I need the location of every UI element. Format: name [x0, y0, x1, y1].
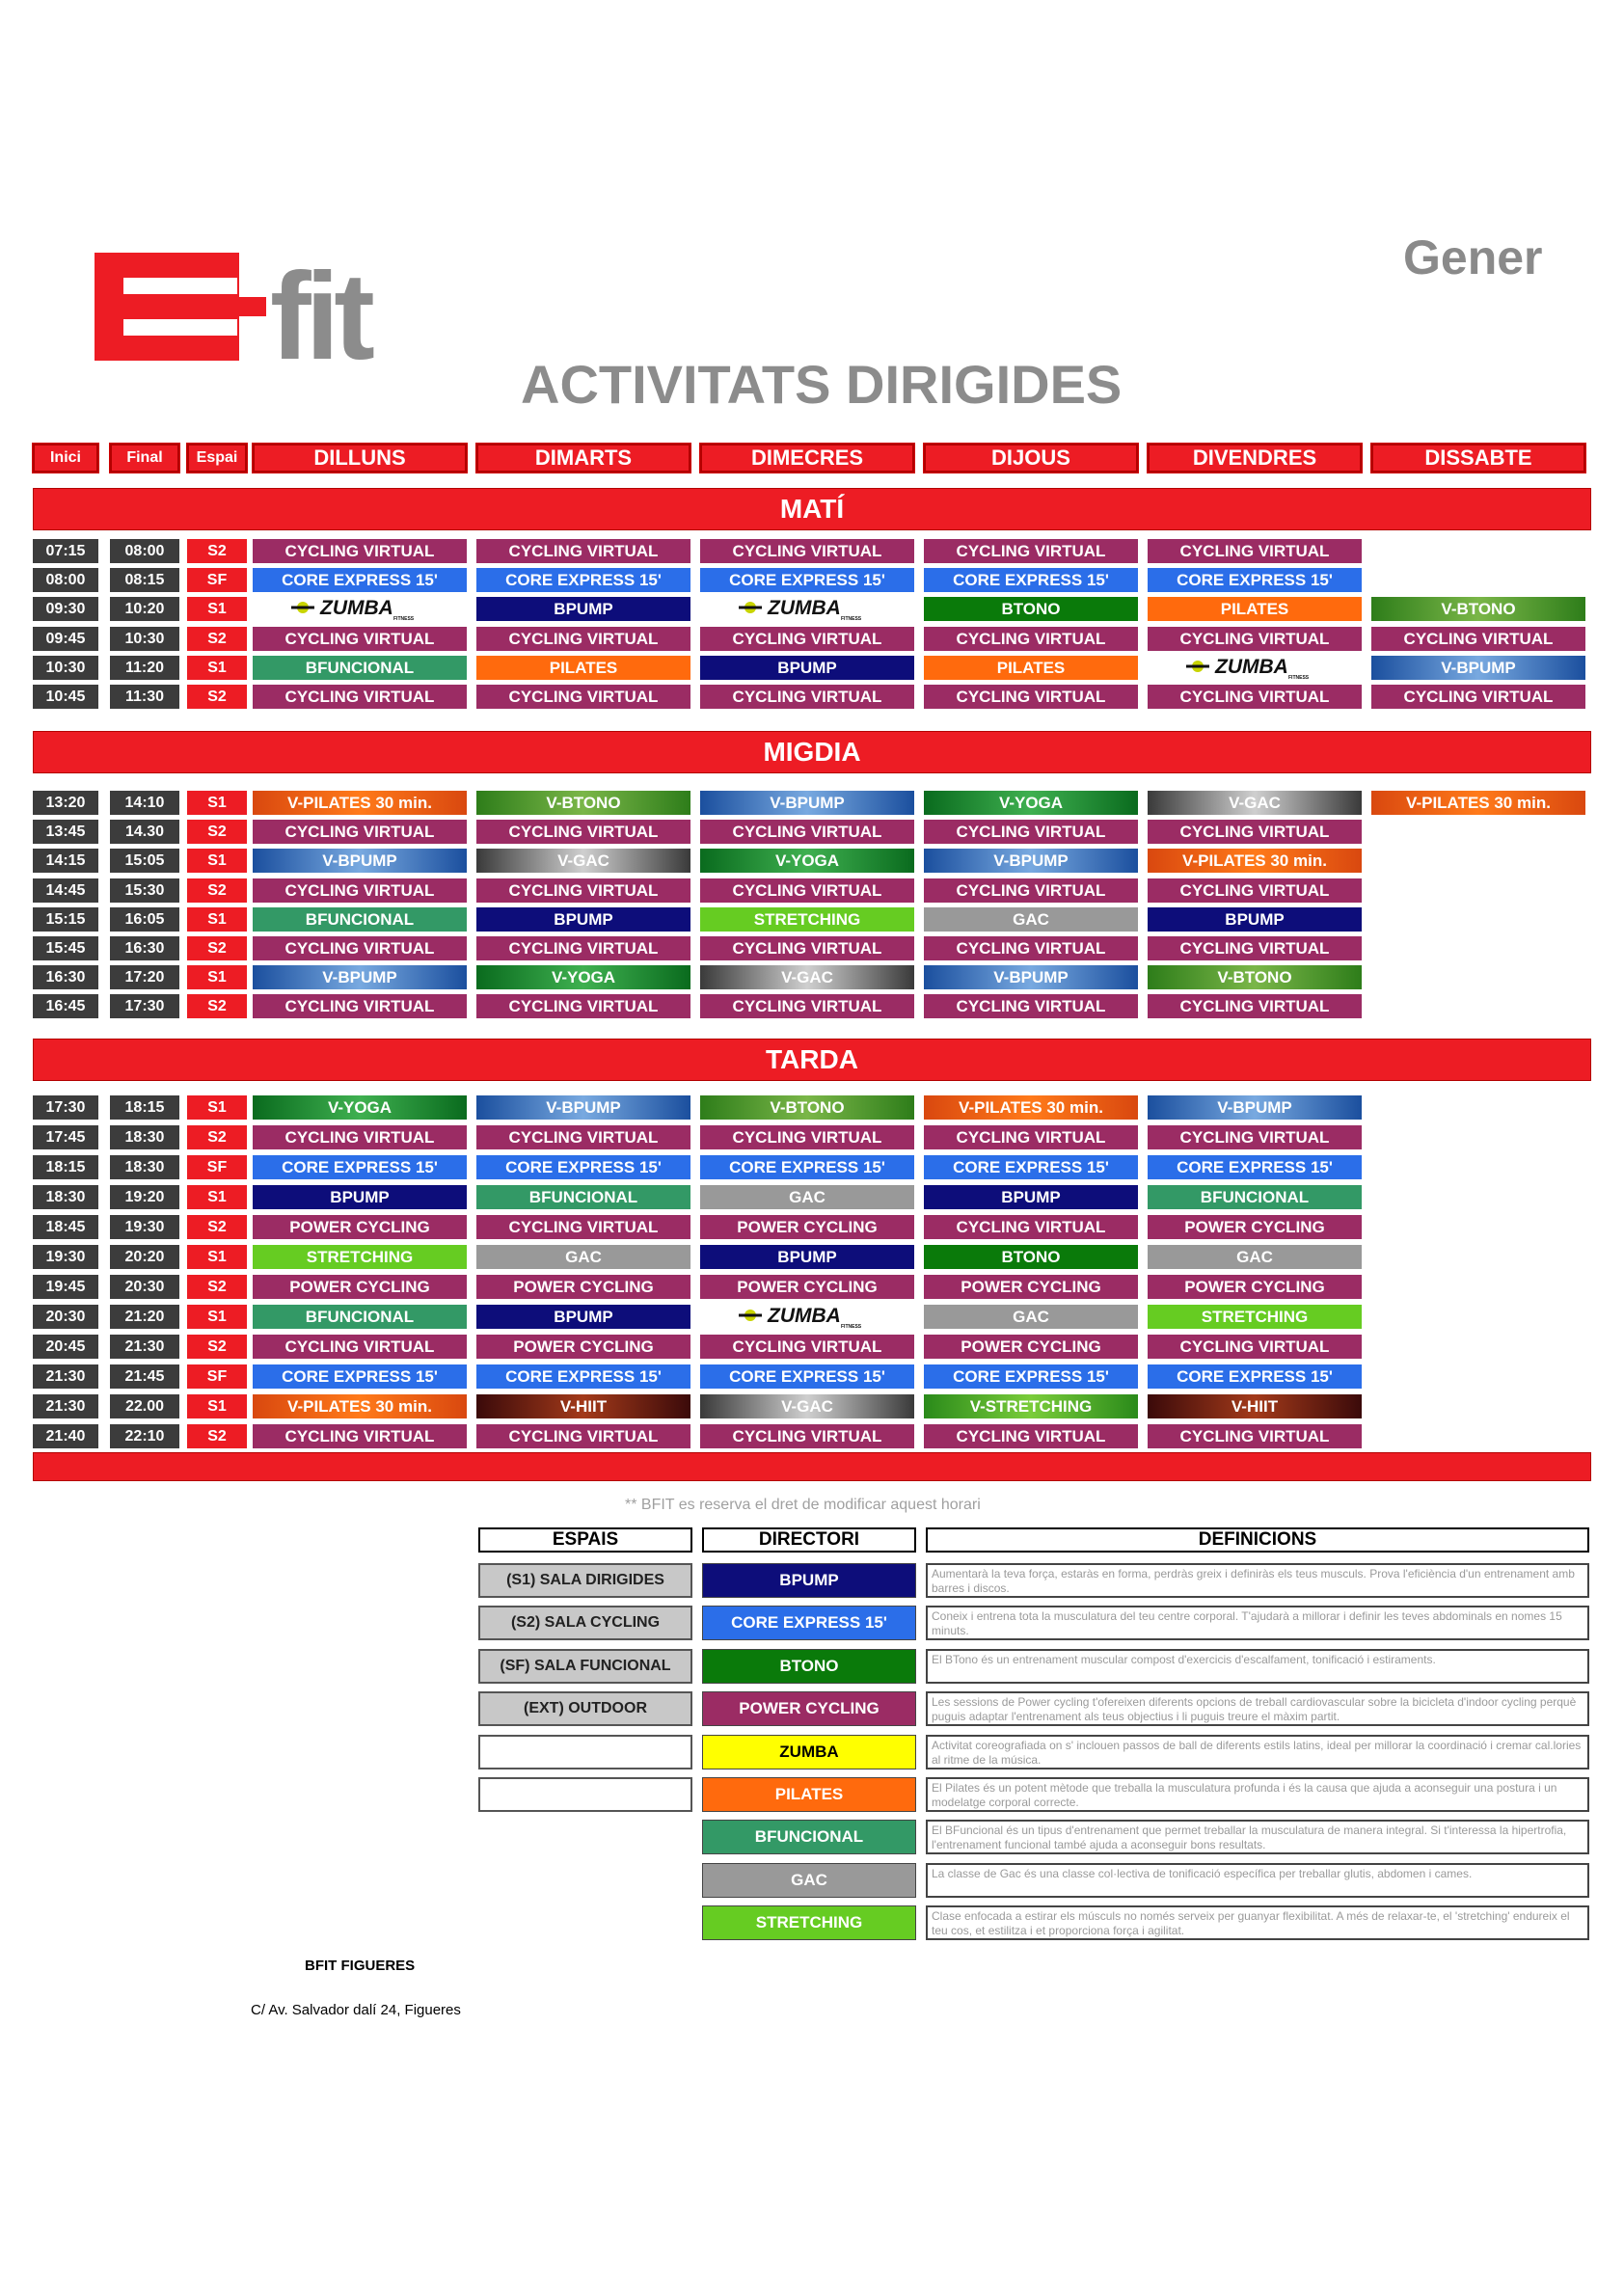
row-end-time: 19:30 [110, 1215, 179, 1239]
class-cell: CYCLING VIRTUAL [253, 994, 467, 1018]
class-cell: BPUMP [476, 907, 690, 932]
row-space: S1 [187, 907, 247, 932]
directori-item: BFUNCIONAL [702, 1820, 916, 1854]
class-cell: GAC [476, 1245, 690, 1269]
row-space: S1 [187, 791, 247, 815]
row-end-time: 08:00 [110, 539, 179, 563]
bfit-logo [95, 253, 432, 361]
row-space: S2 [187, 878, 247, 903]
row-space: S1 [187, 597, 247, 621]
row-space: S2 [187, 539, 247, 563]
class-cell: GAC [924, 907, 1138, 932]
espai-item [478, 1735, 692, 1769]
directori-item: STRETCHING [702, 1905, 916, 1940]
row-end-time: 19:20 [110, 1185, 179, 1209]
zumba-logo-cell [700, 1305, 914, 1329]
section-tarda: TARDA [33, 1039, 1591, 1081]
row-start-time: 21:30 [33, 1364, 98, 1389]
class-cell: PILATES [1148, 597, 1362, 621]
class-cell: V-BPUMP [476, 1095, 690, 1120]
class-cell: CYCLING VIRTUAL [700, 878, 914, 903]
class-cell: CYCLING VIRTUAL [476, 1424, 690, 1448]
class-cell: CYCLING VIRTUAL [924, 994, 1138, 1018]
logo-fit-text: fit [270, 253, 369, 361]
row-start-time: 17:30 [33, 1095, 98, 1120]
class-cell: POWER CYCLING [1148, 1275, 1362, 1299]
zumba-logo-text: ZUMBA [768, 597, 841, 619]
class-cell: BFUNCIONAL [253, 907, 467, 932]
row-space: SF [187, 568, 247, 592]
row-end-time: 16:30 [110, 936, 179, 960]
row-space: S1 [187, 1185, 247, 1209]
row-end-time: 14:10 [110, 791, 179, 815]
row-start-time: 09:30 [33, 597, 98, 621]
class-cell: CYCLING VIRTUAL [1148, 820, 1362, 844]
month-label: Gener [1403, 230, 1543, 284]
row-end-time: 22:10 [110, 1424, 179, 1448]
class-cell: CYCLING VIRTUAL [476, 539, 690, 563]
row-end-time: 16:05 [110, 907, 179, 932]
class-cell: BPUMP [700, 1245, 914, 1269]
definition-text: Activitat coreografiada on s' inclouen passos de ball de diferents estils latins, ideal per millorar la coordinació i cremar cal.lories al ritme de la música. [926, 1735, 1589, 1769]
class-cell: BPUMP [700, 656, 914, 680]
class-cell: CORE EXPRESS 15' [476, 1364, 690, 1389]
row-start-time: 21:40 [33, 1424, 98, 1448]
class-cell: STRETCHING [1148, 1305, 1362, 1329]
row-end-time: 14.30 [110, 820, 179, 844]
class-cell: POWER CYCLING [253, 1275, 467, 1299]
class-cell: CYCLING VIRTUAL [253, 936, 467, 960]
class-cell: V-BPUMP [253, 965, 467, 989]
class-cell: CYCLING VIRTUAL [924, 685, 1138, 709]
class-cell: POWER CYCLING [1148, 1215, 1362, 1239]
class-cell: CYCLING VIRTUAL [1148, 539, 1362, 563]
class-cell: V-BTONO [1148, 965, 1362, 989]
row-space: S2 [187, 994, 247, 1018]
zumba-logo-cell [253, 597, 467, 621]
class-cell: CYCLING VIRTUAL [924, 1215, 1138, 1239]
row-start-time: 15:45 [33, 936, 98, 960]
class-cell: CYCLING VIRTUAL [700, 820, 914, 844]
row-space: S1 [187, 965, 247, 989]
row-start-time: 15:15 [33, 907, 98, 932]
class-cell: CYCLING VIRTUAL [700, 1335, 914, 1359]
directori-item: BPUMP [702, 1563, 916, 1598]
class-cell: GAC [700, 1185, 914, 1209]
svg-text:FITNESS: FITNESS [841, 616, 862, 621]
row-space: S2 [187, 1275, 247, 1299]
class-cell: CYCLING VIRTUAL [1371, 627, 1585, 651]
row-end-time: 18:30 [110, 1125, 179, 1149]
class-cell: CORE EXPRESS 15' [1148, 568, 1362, 592]
class-cell: BPUMP [924, 1185, 1138, 1209]
class-cell: CYCLING VIRTUAL [1148, 1125, 1362, 1149]
row-space: S1 [187, 1394, 247, 1418]
class-cell: CYCLING VIRTUAL [476, 878, 690, 903]
row-start-time: 09:45 [33, 627, 98, 651]
class-cell: V-BPUMP [253, 849, 467, 873]
header-day-dimarts: DIMARTS [476, 444, 690, 473]
class-cell: CYCLING VIRTUAL [253, 1335, 467, 1359]
row-end-time: 21:20 [110, 1305, 179, 1329]
class-cell: V-BPUMP [924, 849, 1138, 873]
class-cell: STRETCHING [700, 907, 914, 932]
class-cell: STRETCHING [253, 1245, 467, 1269]
class-cell: V-PILATES 30 min. [1371, 791, 1585, 815]
class-cell: V-GAC [700, 965, 914, 989]
class-cell: CYCLING VIRTUAL [476, 936, 690, 960]
class-cell: CYCLING VIRTUAL [700, 936, 914, 960]
row-space: S1 [187, 849, 247, 873]
row-space: S2 [187, 1125, 247, 1149]
class-cell: V-GAC [476, 849, 690, 873]
row-start-time: 17:45 [33, 1125, 98, 1149]
row-space: S1 [187, 656, 247, 680]
row-end-time: 17:20 [110, 965, 179, 989]
class-cell: CYCLING VIRTUAL [700, 627, 914, 651]
class-cell: V-PILATES 30 min. [924, 1095, 1138, 1120]
class-cell: CYCLING VIRTUAL [476, 994, 690, 1018]
class-cell: BPUMP [253, 1185, 467, 1209]
schedule-bottom-bar [33, 1452, 1591, 1481]
class-cell: CYCLING VIRTUAL [700, 539, 914, 563]
class-cell: POWER CYCLING [476, 1335, 690, 1359]
class-cell: V-YOGA [700, 849, 914, 873]
class-cell: CYCLING VIRTUAL [476, 1215, 690, 1239]
row-end-time: 15:05 [110, 849, 179, 873]
class-cell: CORE EXPRESS 15' [924, 1364, 1138, 1389]
row-end-time: 21:45 [110, 1364, 179, 1389]
row-space: S1 [187, 1095, 247, 1120]
class-cell: V-HIIT [476, 1394, 690, 1418]
definition-text: La classe de Gac és una classe col·lectiva de tonificació específica per treballar glutis, abdomen i cames. [926, 1863, 1589, 1898]
header-inici: Inici [33, 444, 98, 473]
zumba-logo-text: ZUMBA [768, 1305, 841, 1327]
class-cell: CORE EXPRESS 15' [253, 1155, 467, 1179]
row-start-time: 07:15 [33, 539, 98, 563]
class-cell: CYCLING VIRTUAL [924, 627, 1138, 651]
class-cell: CORE EXPRESS 15' [253, 1364, 467, 1389]
class-cell: GAC [1148, 1245, 1362, 1269]
row-end-time: 20:30 [110, 1275, 179, 1299]
class-cell: V-BPUMP [700, 791, 914, 815]
class-cell: V-STRETCHING [924, 1394, 1138, 1418]
row-end-time: 18:15 [110, 1095, 179, 1120]
class-cell: POWER CYCLING [700, 1215, 914, 1239]
class-cell: V-GAC [700, 1394, 914, 1418]
row-space: SF [187, 1155, 247, 1179]
row-start-time: 18:30 [33, 1185, 98, 1209]
class-cell: CYCLING VIRTUAL [476, 820, 690, 844]
section-matí: MATÍ [33, 488, 1591, 530]
class-cell: V-YOGA [476, 965, 690, 989]
class-cell: CYCLING VIRTUAL [1148, 936, 1362, 960]
class-cell: BFUNCIONAL [1148, 1185, 1362, 1209]
class-cell: BPUMP [1148, 907, 1362, 932]
class-cell: BTONO [924, 1245, 1138, 1269]
class-cell: V-BTONO [700, 1095, 914, 1120]
class-cell: CYCLING VIRTUAL [924, 1125, 1138, 1149]
espai-item [478, 1777, 692, 1812]
row-start-time: 10:30 [33, 656, 98, 680]
class-cell: V-BPUMP [1148, 1095, 1362, 1120]
class-cell: V-GAC [1148, 791, 1362, 815]
row-start-time: 08:00 [33, 568, 98, 592]
espais-header: ESPAIS [478, 1527, 692, 1553]
class-cell: CYCLING VIRTUAL [476, 627, 690, 651]
class-cell: CYCLING VIRTUAL [253, 878, 467, 903]
class-cell: CYCLING VIRTUAL [700, 685, 914, 709]
row-space: SF [187, 1364, 247, 1389]
class-cell: CYCLING VIRTUAL [1148, 627, 1362, 651]
row-start-time: 20:30 [33, 1305, 98, 1329]
row-start-time: 19:30 [33, 1245, 98, 1269]
class-cell: V-BTONO [1371, 597, 1585, 621]
class-cell: POWER CYCLING [924, 1275, 1138, 1299]
class-cell: V-BPUMP [924, 965, 1138, 989]
class-cell: BFUNCIONAL [476, 1185, 690, 1209]
espai-item: (S1) SALA DIRIGIDES [478, 1563, 692, 1598]
class-cell: POWER CYCLING [253, 1215, 467, 1239]
class-cell: CORE EXPRESS 15' [700, 1364, 914, 1389]
class-cell: CYCLING VIRTUAL [1148, 994, 1362, 1018]
class-cell: V-PILATES 30 min. [1148, 849, 1362, 873]
zumba-logo-text: ZUMBA [320, 597, 393, 619]
row-start-time: 10:45 [33, 685, 98, 709]
definition-text: El BTono és un entrenament muscular compost d'exercicis d'escalfament, tonificació i estiraments. [926, 1649, 1589, 1684]
class-cell: CYCLING VIRTUAL [700, 994, 914, 1018]
svg-text:FITNESS: FITNESS [841, 1324, 862, 1329]
zumba-logo-cell [700, 597, 914, 621]
row-start-time: 19:45 [33, 1275, 98, 1299]
row-start-time: 20:45 [33, 1335, 98, 1359]
class-cell: CORE EXPRESS 15' [1148, 1364, 1362, 1389]
row-start-time: 18:15 [33, 1155, 98, 1179]
footer-address: C/ Av. Salvador dalí 24, Figueres [251, 2002, 461, 2018]
header-day-divendres: DIVENDRES [1148, 444, 1362, 473]
section-migdia: MIGDIA [33, 731, 1591, 773]
class-cell: CYCLING VIRTUAL [253, 539, 467, 563]
header-day-dissabte: DISSABTE [1371, 444, 1585, 473]
class-cell: CORE EXPRESS 15' [700, 568, 914, 592]
class-cell: BPUMP [476, 1305, 690, 1329]
row-space: S2 [187, 1424, 247, 1448]
row-space: S2 [187, 936, 247, 960]
class-cell: CYCLING VIRTUAL [476, 685, 690, 709]
espai-item: (SF) SALA FUNCIONAL [478, 1649, 692, 1684]
class-cell: V-BPUMP [1371, 656, 1585, 680]
footer-gym-name: BFIT FIGUERES [305, 1958, 416, 1974]
class-cell: CYCLING VIRTUAL [924, 820, 1138, 844]
directori-header: DIRECTORI [702, 1527, 916, 1553]
row-end-time: 10:30 [110, 627, 179, 651]
class-cell: BFUNCIONAL [253, 656, 467, 680]
definition-text: Aumentarà la teva força, estaràs en forma, perdràs greix i definiràs els teus musculs. Prova l'eficiència d'un entrenament amb barres i discos. [926, 1563, 1589, 1598]
row-start-time: 21:30 [33, 1394, 98, 1418]
class-cell: CYCLING VIRTUAL [700, 1125, 914, 1149]
class-cell: CYCLING VIRTUAL [1148, 878, 1362, 903]
espai-item: (EXT) OUTDOOR [478, 1691, 692, 1726]
definition-text: Les sessions de Power cycling t'ofereixen diferents opcions de treball cardiovascular sobre la bicicleta d'indoor cycling perquè puguis adaptar l'entrenament als teus objectius i li puguis treure el màxim partit. [926, 1691, 1589, 1726]
class-cell: POWER CYCLING [700, 1275, 914, 1299]
svg-text:FITNESS: FITNESS [393, 616, 415, 621]
row-end-time: 21:30 [110, 1335, 179, 1359]
row-end-time: 08:15 [110, 568, 179, 592]
class-cell: CORE EXPRESS 15' [476, 568, 690, 592]
class-cell: BFUNCIONAL [253, 1305, 467, 1329]
definition-text: El Pilates és un potent mètode que treballa la musculatura profunda i és la causa que ajuda a aconseguir una postura i un modelatge corporal correcte. [926, 1777, 1589, 1812]
espai-item: (S2) SALA CYCLING [478, 1606, 692, 1640]
row-space: S1 [187, 1305, 247, 1329]
row-start-time: 18:45 [33, 1215, 98, 1239]
class-cell: BPUMP [476, 597, 690, 621]
class-cell: BTONO [924, 597, 1138, 621]
row-end-time: 18:30 [110, 1155, 179, 1179]
row-end-time: 11:20 [110, 656, 179, 680]
row-start-time: 14:15 [33, 849, 98, 873]
directori-item: POWER CYCLING [702, 1691, 916, 1726]
class-cell: CORE EXPRESS 15' [924, 568, 1138, 592]
class-cell: CORE EXPRESS 15' [700, 1155, 914, 1179]
row-space: S2 [187, 685, 247, 709]
zumba-logo-text: ZUMBA [1215, 656, 1288, 678]
row-space: S2 [187, 1335, 247, 1359]
row-end-time: 20:20 [110, 1245, 179, 1269]
zumba-logo-cell [1148, 656, 1362, 680]
header-espai: Espai [187, 444, 247, 473]
class-cell: CYCLING VIRTUAL [1371, 685, 1585, 709]
row-end-time: 17:30 [110, 994, 179, 1018]
class-cell: CYCLING VIRTUAL [924, 1424, 1138, 1448]
class-cell: CYCLING VIRTUAL [924, 936, 1138, 960]
directori-item: ZUMBA [702, 1735, 916, 1769]
definition-text: El BFuncional és un tipus d'entrenament que permet treballar la musculatura de manera integral. Si t'interessa la hipertrofia, l'entrenament funcional també ajuda a aconseguir bons resultats. [926, 1820, 1589, 1854]
class-cell: CYCLING VIRTUAL [253, 685, 467, 709]
directori-item: PILATES [702, 1777, 916, 1812]
class-cell: CYCLING VIRTUAL [1148, 1424, 1362, 1448]
class-cell: V-BTONO [476, 791, 690, 815]
disclaimer-note: ** BFIT es reserva el dret de modificar aquest horari [625, 1497, 981, 1513]
definition-text: Clase enfocada a estirar els músculs no només serveix per guanyar flexibilitat. A més de relaxar-te, el 'stretching' endureix el teu cos, et estilitza i et proporciona força i agilitat. [926, 1905, 1589, 1940]
row-start-time: 16:45 [33, 994, 98, 1018]
row-space: S2 [187, 627, 247, 651]
class-cell: CYCLING VIRTUAL [253, 1125, 467, 1149]
class-cell: V-YOGA [924, 791, 1138, 815]
class-cell: CYCLING VIRTUAL [924, 878, 1138, 903]
row-end-time: 15:30 [110, 878, 179, 903]
class-cell: V-PILATES 30 min. [253, 1394, 467, 1418]
class-cell: PILATES [476, 656, 690, 680]
class-cell: CORE EXPRESS 15' [253, 568, 467, 592]
class-cell: CORE EXPRESS 15' [1148, 1155, 1362, 1179]
header-day-dilluns: DILLUNS [253, 444, 467, 473]
row-start-time: 13:45 [33, 820, 98, 844]
directori-item: BTONO [702, 1649, 916, 1684]
row-end-time: 10:20 [110, 597, 179, 621]
directori-item: CORE EXPRESS 15' [702, 1606, 916, 1640]
class-cell: V-HIIT [1148, 1394, 1362, 1418]
class-cell: CYCLING VIRTUAL [253, 820, 467, 844]
row-space: S1 [187, 1245, 247, 1269]
class-cell: CYCLING VIRTUAL [924, 539, 1138, 563]
row-end-time: 22.00 [110, 1394, 179, 1418]
page-title: ACTIVITATS DIRIGIDES [521, 354, 1123, 415]
directori-item: GAC [702, 1863, 916, 1898]
svg-text:FITNESS: FITNESS [1288, 675, 1310, 680]
row-start-time: 14:45 [33, 878, 98, 903]
class-cell: CYCLING VIRTUAL [476, 1125, 690, 1149]
class-cell: POWER CYCLING [924, 1335, 1138, 1359]
row-space: S2 [187, 1215, 247, 1239]
class-cell: GAC [924, 1305, 1138, 1329]
row-end-time: 11:30 [110, 685, 179, 709]
header-day-dijous: DIJOUS [924, 444, 1138, 473]
row-space: S2 [187, 820, 247, 844]
definition-text: Coneix i entrena tota la musculatura del teu centre corporal. T'ajudarà a millorar i definir les teves abdominals en nomes 15 minuts. [926, 1606, 1589, 1640]
class-cell: CYCLING VIRTUAL [700, 1424, 914, 1448]
class-cell: CYCLING VIRTUAL [253, 1424, 467, 1448]
class-cell: V-PILATES 30 min. [253, 791, 467, 815]
class-cell: CORE EXPRESS 15' [476, 1155, 690, 1179]
class-cell: PILATES [924, 656, 1138, 680]
header-day-dimecres: DIMECRES [700, 444, 914, 473]
class-cell: POWER CYCLING [476, 1275, 690, 1299]
header-final: Final [110, 444, 179, 473]
row-start-time: 13:20 [33, 791, 98, 815]
row-start-time: 16:30 [33, 965, 98, 989]
class-cell: CYCLING VIRTUAL [1148, 685, 1362, 709]
definicions-header: DEFINICIONS [926, 1527, 1589, 1553]
class-cell: CORE EXPRESS 15' [924, 1155, 1138, 1179]
class-cell: CYCLING VIRTUAL [1148, 1335, 1362, 1359]
class-cell: CYCLING VIRTUAL [253, 627, 467, 651]
class-cell: V-YOGA [253, 1095, 467, 1120]
